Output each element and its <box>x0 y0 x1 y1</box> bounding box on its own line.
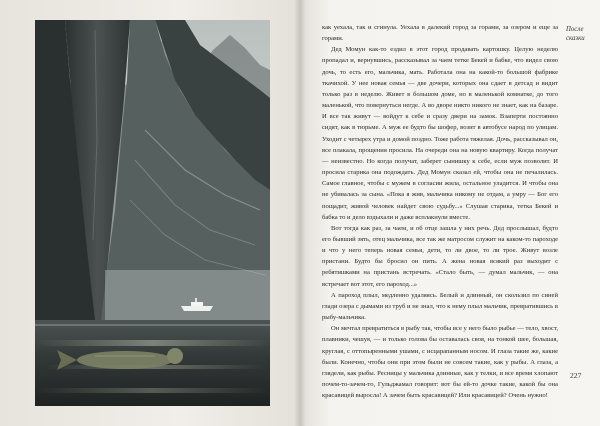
book-gutter <box>294 0 306 426</box>
paragraph: А пароход плыл, медленно удаляясь. Белый и длинный, он скользил по синей глади озера с дымами из труб и не знал, что к нему плыл мальчик, превратившись в рыбу-мальчика. <box>322 291 558 322</box>
paragraph: Вот тогда как раз, за чаем, и об отце зашла у них речь. Дед прослышал, будто его бывший зять, отец мальчика, все так же матросом служит на каком-то пароходе и что у него теперь новая семья, дети, то ли двое, то ли трое. Живут возле пристани. Будто бы бросил он пить. А жена новая всякий раз выходит с ребятишками на пристань встречать. «Стало быть, — думал мальчик, — она встречает вот этот, его пароход...» <box>322 224 558 288</box>
paragraph: Дед Момун как-то ездил в этот город продавать картошку. Целую неделю пропадал и, вернувшись, рассказывал за чаем тетке Бекей и бабке, что видел свою дочь, то есть его, мальчика, мать. Работала она на какой-то большой фабрике ткачихой. У нее новая семья — две дочери, которых она сдает в детсад и видит только раз в неделю. Живет в большом доме, но в маленькой комнатке, до того маленькой, что повернуться негде. А во дворе никто никого не знает, как на базаре. И все так живут — войдут к себе и сразу двери на замок. Взаперти постоянно сидят, как в тюрьме. А муж ее будто бы шофер, возит в автобусе народ по улицам. Уходит с четырех утра и домой поздно. Тоже работа тяжелая. Дочь, рассказывал он, все плакала, прощения просила. На очереди она на новую квартиру. Когда получат — неизвестно. Но когда получат, заберет сынишку к себе, если муж позволит. И просила старика она подождать. Дед Момун сказал ей, чтобы она не печалилась. Самое главное, чтобы с мужем в согласии жила, остальное уладится. И чтобы она не убивалась за сына. «Пока я жив, мальчика никому не отдам, а умру — Бог его пощадит, живой человек найдет свою судьбу...» Слушая старика, тетка Бекей и бабка то и дело вздыхали и даже всплакнули вместе. <box>322 46 558 221</box>
illustration-artwork <box>35 20 270 406</box>
page-number: 227 <box>570 371 582 380</box>
running-head-line2: сказки <box>566 35 585 42</box>
body-text <box>322 22 558 401</box>
illustration <box>35 20 270 406</box>
running-head <box>566 25 600 43</box>
running-head-line1: После <box>566 26 584 33</box>
paragraph: как уехала, так и сгинула. Уехала в далекий город за горами, за озером и еще за горами. <box>322 24 558 43</box>
paragraph: Он мечтал превратиться в рыбу так, чтобы все у него было рыбье — тело, хвост, плавники, чешуя, — и только голова бы оставалась своя, на тонкой шее, большая, круглая, с оттопыренными ушами, с исцарапанным носом. И глаза такие же, какие были. Конечно, чтобы они при этом были не совсем такие, как у рыбы. А глаза, а глядели, как рыбы. Ресницы у мальчика длинные, как у телки, и все время хлопают почем-то-зачем-то, Гульджамал говорит: вот бы ей-то дочке такие, какой бы она красавицей выросла! А зачем быть красавицей? Или красавицей? Очень нужно! <box>322 325 558 400</box>
